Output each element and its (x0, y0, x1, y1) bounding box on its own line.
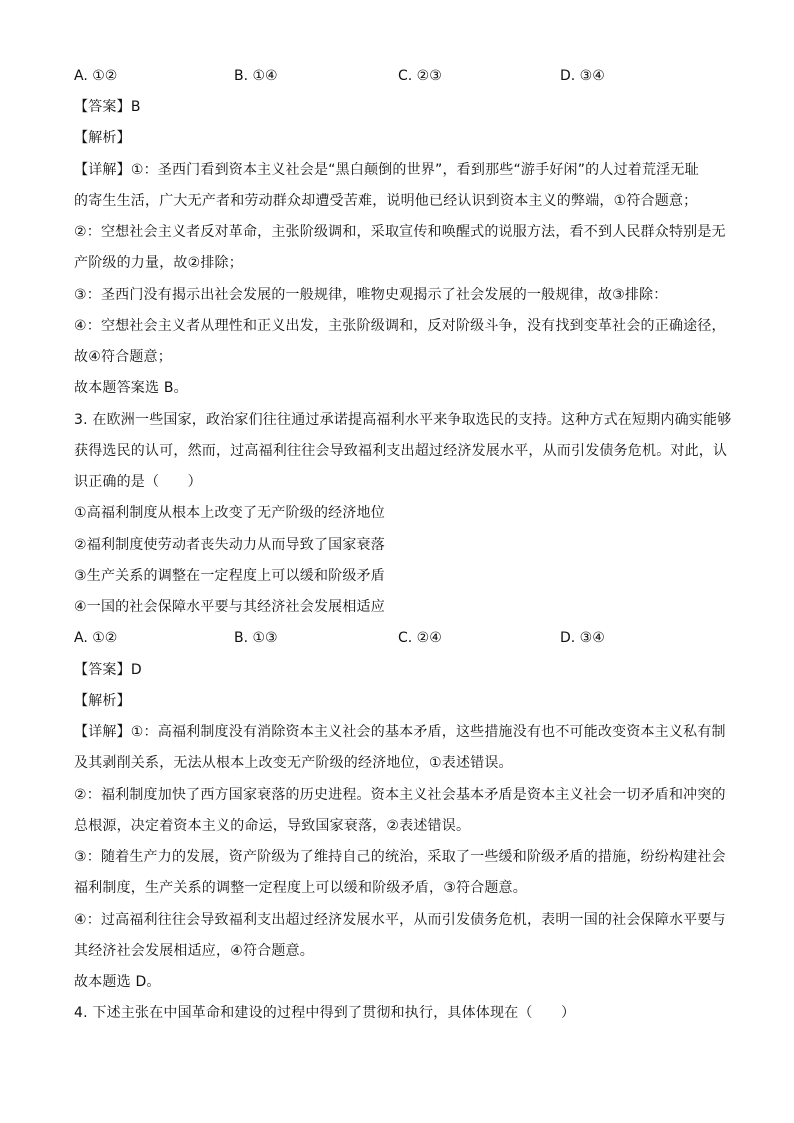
q3-answer-tag: 【答案】 (74, 662, 131, 678)
q3-option-a: A. ①② (74, 630, 118, 646)
q3-item-2: ②福利制度使劳动者丧失动力从而导致了国家衰落 (74, 537, 385, 553)
q3-detail-2b: 总根源，决定着资本主义的命运，导致国家衰落，②表述错误。 (74, 818, 471, 834)
q2-detail-tag: 【详解】 (74, 162, 131, 178)
q3-option-d: D. ③④ (560, 630, 605, 646)
q3-detail-3b: 福利制度，生产关系的调整一定程度上可以缓和阶级矛盾，③符合题意。 (74, 880, 527, 896)
q3-option-b: B. ①③ (234, 630, 278, 646)
q2-conclusion: 故本题答案选 B。 (74, 380, 188, 396)
q3-detail-3a: ③：随着生产力的发展，资产阶级为了维持自己的统治，采取了一些缓和阶级矛盾的措施，纷纷构建社会 (74, 849, 726, 865)
q2-detail-1a (74, 160, 724, 180)
q2-detail-4a: ④：空想社会主义者从理性和正义出发，主张阶级调和，反对阶级斗争，没有找到变革社会的正确途径， (74, 318, 726, 334)
q3-conclusion: 故本题选 D。 (74, 974, 161, 990)
q2-detail-2a: ②：空想社会主义者反对革命，主张阶级调和，采取宣传和唤醒式的说服方法，看不到人民群众特别是无 (74, 224, 726, 240)
q3-option-c: C. ②④ (398, 630, 442, 646)
q3-analysis-heading: 【解析】 (74, 693, 131, 709)
q3-detail-2a: ②：福利制度加快了西方国家衰落的历史进程。资本主义社会基本矛盾是资本主义社会一切矛盾和冲突的 (74, 787, 726, 803)
q2-option-b: B. ①④ (234, 68, 278, 84)
q2-option-d: D. ③④ (560, 68, 605, 84)
q3-detail-1a: 【详解】①：高福利制度没有消除资本主义社会的基本矛盾，这些措施没有也不可能改变资本主义私有制 (74, 724, 726, 740)
q2-detail-1a-text: ①：圣西门看到资本主义社会是“黑白颠倒的世界”，看到那些“游手好闲”的人过着荒淫无耻 (130, 162, 699, 178)
q2-detail-2b: 产阶级的力量，故②排除； (74, 255, 243, 271)
q3-detail-4a: ④：过高福利往往会导致福利支出超过经济发展水平，从而引发债务危机，表明一国的社会保障水平要与 (74, 912, 726, 928)
q2-detail-3: ③：圣西门没有揭示出社会发展的一般规律，唯物史观揭示了社会发展的一般规律，故③排除： (74, 287, 668, 303)
q2-detail-4b: 故④符合题意； (74, 349, 172, 365)
q4-stem: 4. 下述主张在中国革命和建设的过程中得到了贯彻和执行，具体体现在（ ） (74, 1005, 576, 1021)
q3-stem-1: 3. 在欧洲一些国家，政治家们往往通过承诺提高福利水平来争取选民的支持。这种方式在短期内确实能够 (74, 412, 732, 428)
q2-option-c: C. ②③ (398, 68, 442, 84)
q2-analysis-heading: 【解析】 (74, 130, 131, 146)
q2-answer (74, 97, 724, 117)
q2-detail-1b: 的寄生生活，广大无产者和劳动群众却遭受苦难，说明他已经认识到资本主义的弊端，①符合题意； (74, 193, 698, 209)
q3-stem-3: 识正确的是（ ） (74, 474, 202, 490)
q3-item-1: ①高福利制度从根本上改变了无产阶级的经济地位 (74, 505, 385, 521)
q3-item-3: ③生产关系的调整在一定程度上可以缓和阶级矛盾 (74, 568, 385, 584)
q2-answer-value: B (130, 99, 141, 115)
q3-answer (74, 660, 724, 680)
q3-detail-4b: 其经济社会发展相适应，④符合题意。 (74, 943, 314, 959)
q3-item-4: ④一国的社会保障水平要与其经济社会发展相适应 (74, 599, 385, 615)
q2-answer-tag: 【答案】 (74, 99, 131, 115)
q2-option-a: A. ①② (74, 68, 118, 84)
q3-detail-1b: 及其剥削关系，无法从根本上改变无产阶级的经济地位，①表述错误。 (74, 755, 513, 771)
q3-answer-value: D (130, 662, 142, 678)
q3-stem-2: 获得选民的认可，然而，过高福利往往会导致福利支出超过经济发展水平，从而引发债务危机。对此，认 (74, 443, 728, 459)
